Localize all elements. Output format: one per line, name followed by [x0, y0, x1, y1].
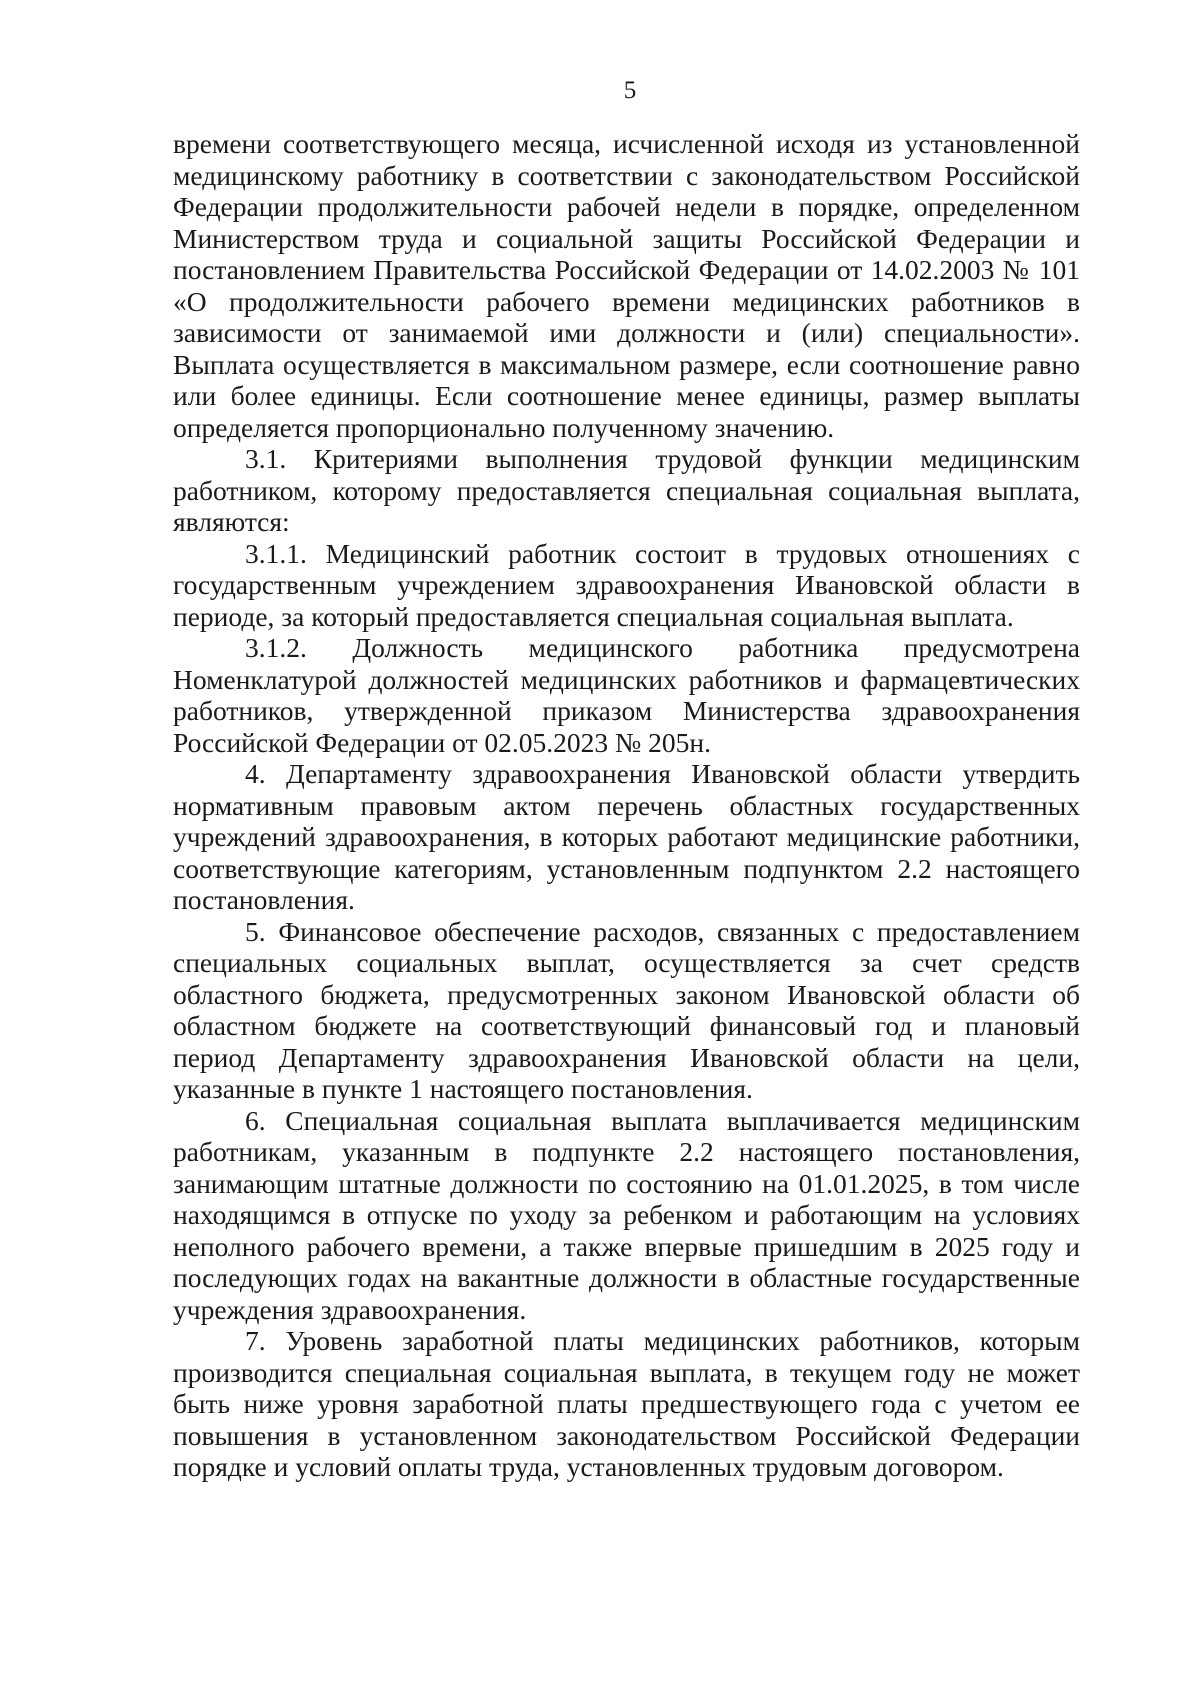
paragraph-7: 7. Уровень заработной платы медицинских работников, которым производится специальная социальная выплата, в текущем году не может быть ниже уровня заработной платы предшествующего года с учетом ее повышения в установленном законодательством Российской Федерации порядке и условий оплаты труда, установленных трудовым договором.	[173, 1325, 1080, 1482]
paragraph-3-1-2: 3.1.2. Должность медицинского работника предусмотрена Номенклатурой должностей медицинских работников и фармацевтических работников, утвержденной приказом Министерства здравоохранения Российской Федерации от 02.05.2023 № 205н.	[173, 632, 1080, 758]
paragraph-6: 6. Специальная социальная выплата выплачивается медицинским работникам, указанным в подпункте 2.2 настоящего постановления, занимающим штатные должности по состоянию на 01.01.2025, в том числе находящимся в отпуске по уходу за ребенком и работающим на условиях неполного рабочего времени, а также впервые пришедшим в 2025 году и последующих годах на вакантные должности в областные государственные учреждения здравоохранения.	[173, 1104, 1080, 1325]
page-number: 5	[623, 77, 637, 104]
paragraph-continuation: времени соответствующего месяца, исчисленной исходя из установленной медицинскому работнику в соответствии с законодательством Российской Федерации продолжительности рабочей недели в порядке, определенном Министерством труда и социальной защиты Российской Федерации и постановлением Правительства Российской Федерации от 14.02.2003 № 101 «О продолжительности рабочего времени медицинских работников в зависимости от занимаемой ими должности и (или) специальности». Выплата осуществляется в максимальном размере, если соотношение равно или более единицы. Если соотношение менее единицы, размер выплаты определяется пропорционально полученному значению.	[173, 128, 1080, 443]
paragraph-3-1-1: 3.1.1. Медицинский работник состоит в трудовых отношениях с государственным учреждением здравоохранения Ивановской области в периоде, за который предоставляется специальная социальная выплата.	[173, 537, 1080, 632]
document-body	[173, 128, 1080, 1483]
paragraph-4: 4. Департаменту здравоохранения Ивановской области утвердить нормативным правовым актом перечень областных государственных учреждений здравоохранения, в которых работают медицинские работники, соответствующие категориям, установленным подпунктом 2.2 настоящего постановления.	[173, 758, 1080, 915]
paragraph-5: 5. Финансовое обеспечение расходов, связанных с предоставлением специальных социальных выплат, осуществляется за счет средств областного бюджета, предусмотренных законом Ивановской области об областном бюджете на соответствующий финансовый год и плановый период Департаменту здравоохранения Ивановской области на цели, указанные в пункте 1 настоящего постановления.	[173, 915, 1080, 1104]
paragraph-3-1: 3.1. Критериями выполнения трудовой функции медицинским работником, которому предоставляется специальная социальная выплата, являются:	[173, 443, 1080, 537]
